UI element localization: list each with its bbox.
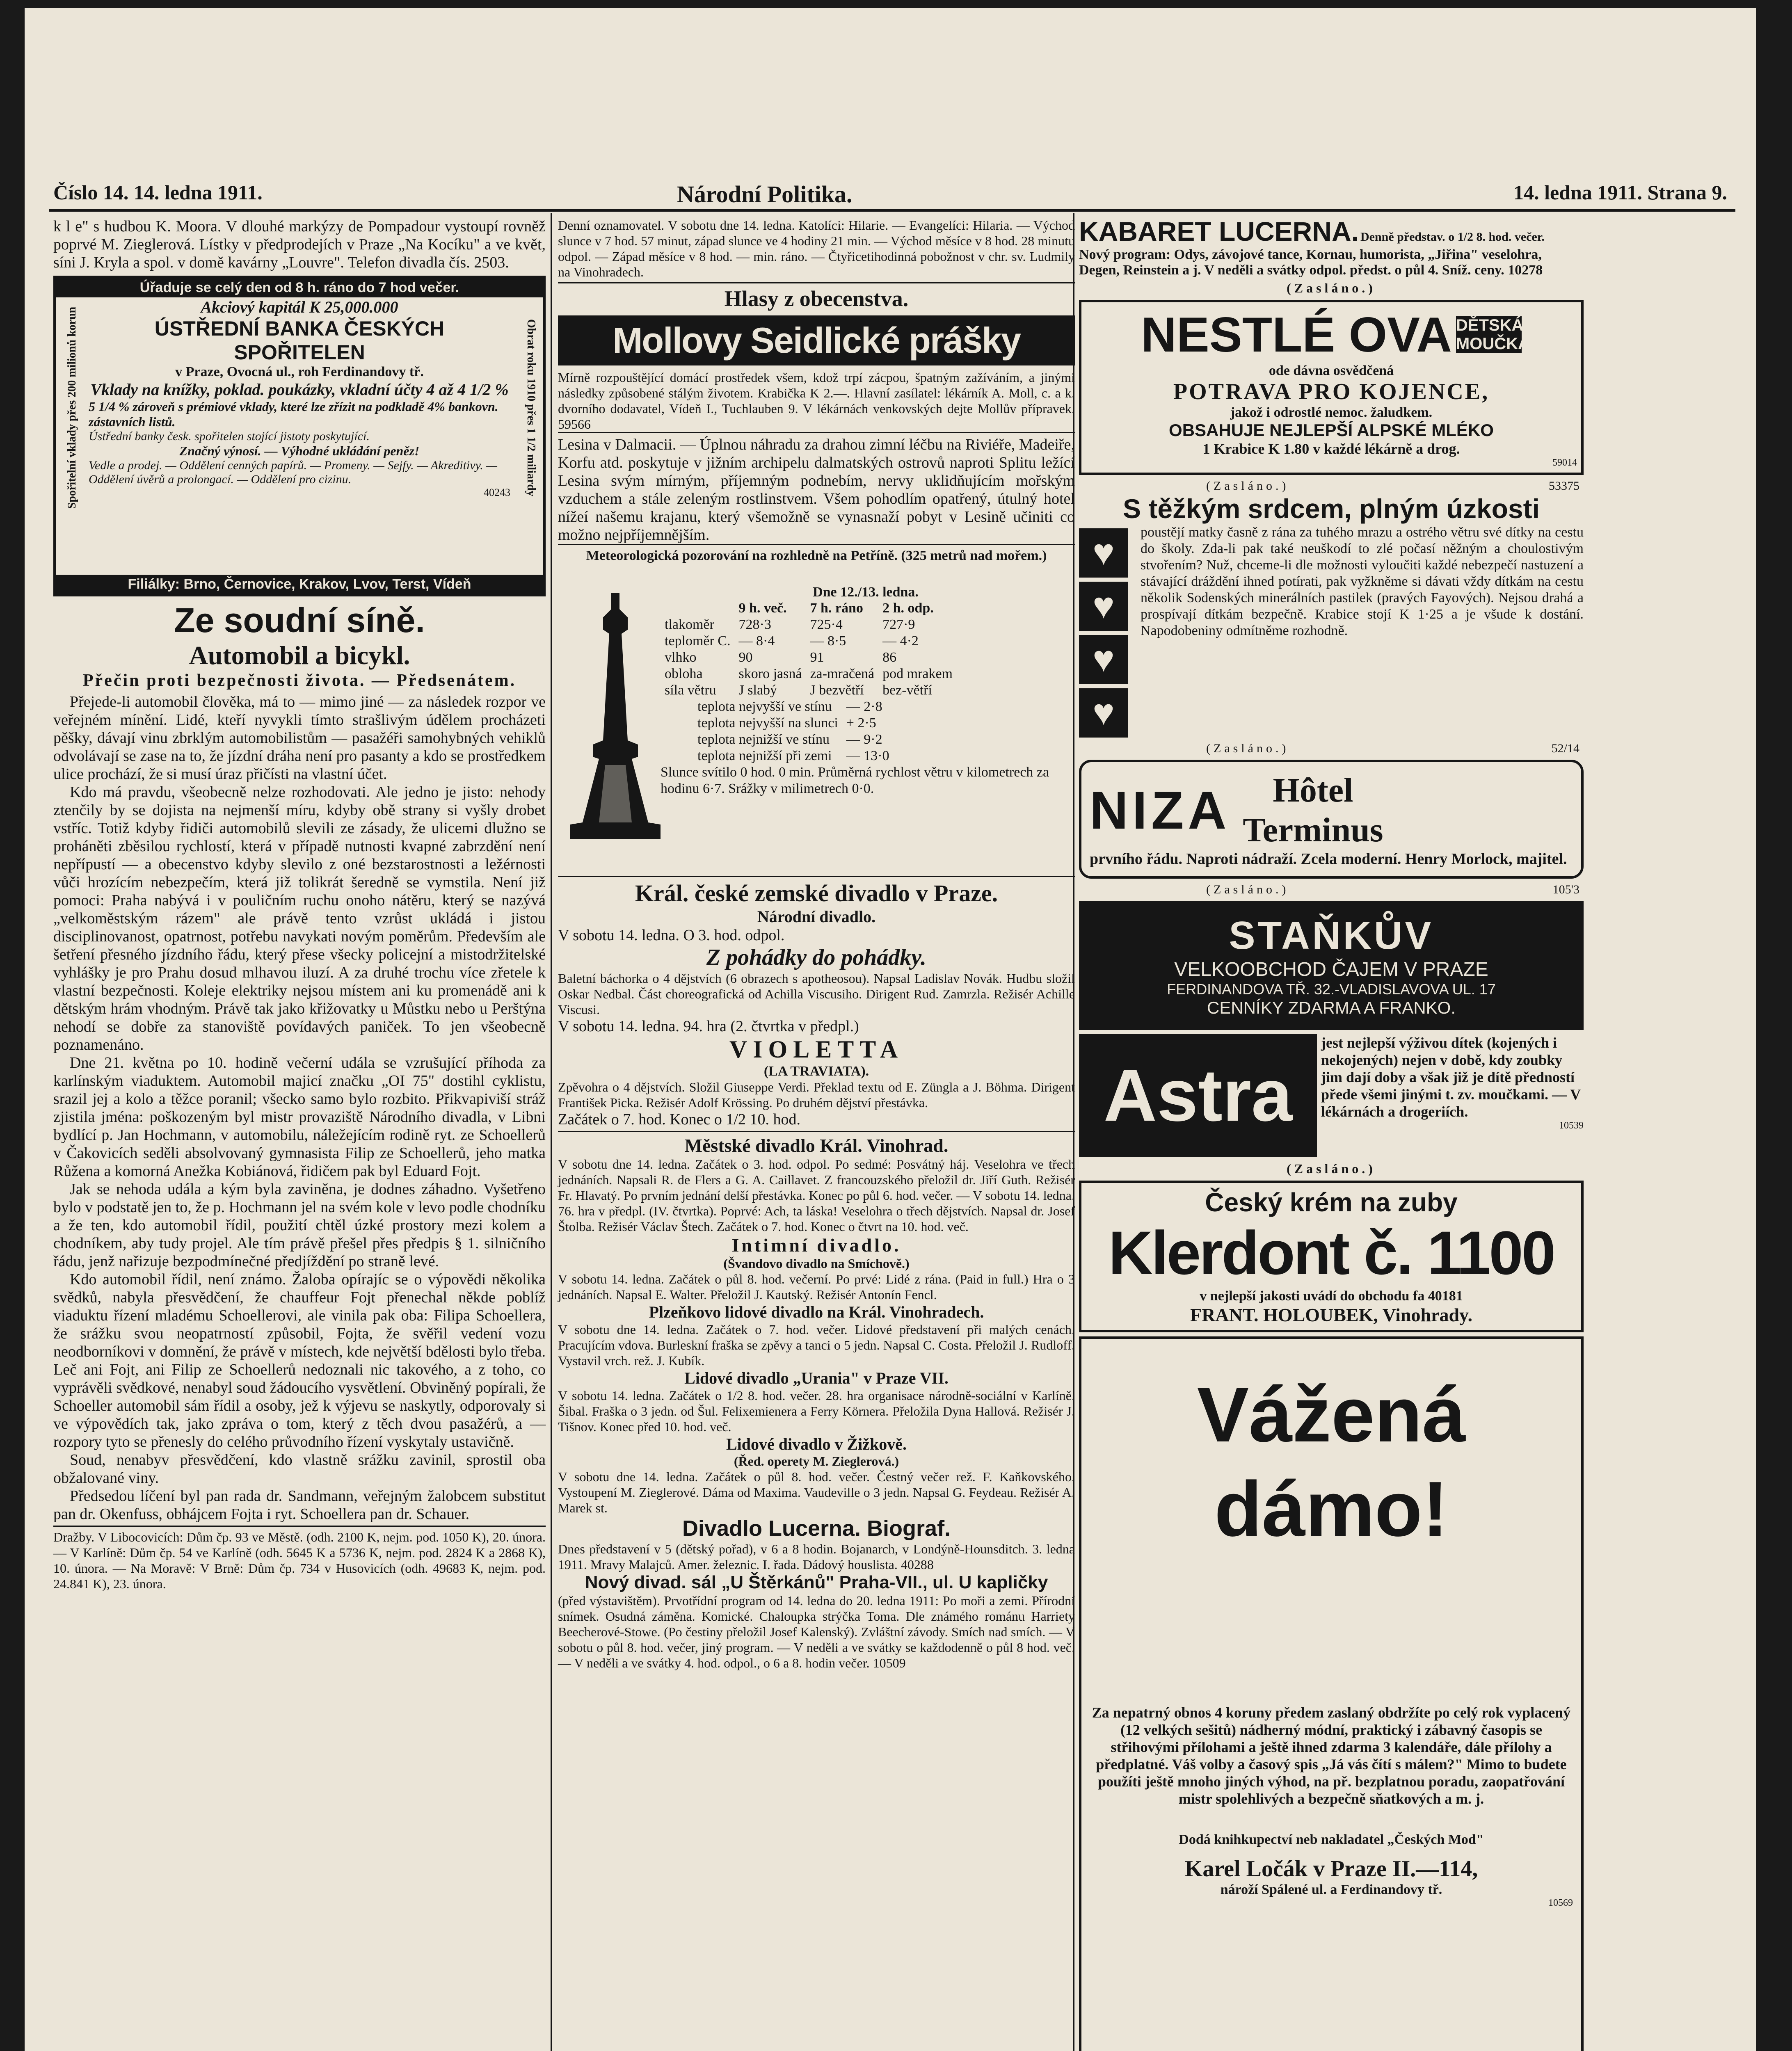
meteo-col-header: 9 h. več. (738, 601, 787, 616)
article-paragraph: Soud, nenabyv přesvědčení, kdo vlastně srážku zavinil, sprostil oba obžalované viny. (53, 1451, 546, 1487)
bank-note: Ústřední banky česk. spořitelen stojící jistoty poskytující. (89, 429, 370, 443)
bank-address: v Praze, Ovocná ul., roh Ferdinandovy tř. (175, 364, 424, 379)
theater-subname: (Švandovo divadlo na Smíchově.) (723, 1256, 910, 1271)
divider (558, 876, 1075, 877)
hotel-description: prvního řádu. Naproti nádraží. Zcela moderní. Henry Morlock, majitel. (1090, 850, 1567, 868)
moll-advert-banner: Mollovy Seidlické prášky (558, 315, 1075, 365)
cabaret-program: Nový program: Odys, závojové tance, Kornau, humorista, „Jiřina" veselohra, Degen, Reinstein a j. V neděli a svátky odpol. předst. o půl 4. Sníž. ceny. 10278 (1079, 247, 1543, 278)
astra-code: 10539 (1559, 1120, 1584, 1131)
theater-note: k l e" s hudbou K. Moora. V dlouhé markýzy de Pompadour vystoupí rovněž poprvé M. Zieglerová. Lístky v předprodejích v Praze „Na Kocíku" a ve květ, síni J. Kryla a spol. v domě kavárny „Louvre". Telefon divadla čís. 2503. (53, 218, 546, 271)
heart-advert-text: poustějí matky časně z rána za tuhého mrazu a ostrého větru své dítky na cestu do školy. Zda-li pak také neuškodí to zlé počasí něžným a choulostivým stvořením? Nuž, chceme-li dle možnosti vyloučiti každé nebezpečí nastuzení a stávající dráždění ihned potírati, pak vyžkněme si dávati vždy dítkám na cestu několik Sodenských minerálních pastilek (pravých Fayových). Nejsou drahá a prospívají dítkám bezpečně. Krabice stojí K 1·25 a je všude k dostání. Napodobeniny odmítněme rozhodně. (1141, 525, 1584, 638)
bank-services: Vedle a prodej. — Oddělení cenných papírů. — Promeny. — Sejfy. — Akreditivy. — Oddělení úvěrů a prolongací. — Oddělení pro cizinu. (89, 459, 497, 486)
national-theater: Národní divadlo. (757, 907, 876, 926)
cabaret-name: KABARET LUCERNA. (1079, 216, 1359, 247)
bank-note-2: Značný výnosí. — Výhodné ukládání peněz! (179, 443, 420, 458)
nestle-brand: NESTLÉ OVA (1141, 307, 1452, 362)
theater-program: V sobotu 14. ledna. Začátek o 1/2 8. hod. večer. 28. hra organisace národně-sociální v Karlíně. Šibal. Fraška o 3 jedn. od Šul. Felixemienera a Ferry Körnera. Přeložila Dyna Hallová. Režisér J. Tišnov. Konec před 10. hod. več. (558, 1388, 1075, 1434)
article-paragraph: Kdo automobil řídil, není známo. Žaloba opírajíc se o výpovědi několika svědků, nabyla přesvědčení, že chauffeur Fojt přenechal někde poblíž viaduktu řízení mladému Schoellerovi, ale vinila pak oba: Filipa Schoellera, že srážku svou neopatrností způsobil, Fojta, že svěřil vedení vozu neodborníkovi v domnění, že právě v místech, kde největší bdělosti bylo třeba. Leč ani Fojt, ani Filip ze Schoellerů nedoznali nic takového, a z toho, co vyprávěli svědkové, nenabyl soud žádoucího vysvětlení. Obviněný popírali, že Schoeller automobil sám řídil a osoby, jež k výjevu se naskytly, odporovaly si ve výpovědích tak, jako zpráva o tom, který z těch dvou pasažérů, a — rozpory tyto se přenesly do celého průvodního řízení vyskytaly ustavičně. (53, 1271, 546, 1450)
fashion-publisher: Karel Ločák v Praze II.—114, (1184, 1856, 1478, 1882)
niza-name: NIZA (1090, 780, 1231, 840)
paid-notice-label: (Zasláno.) (1206, 742, 1289, 755)
meteo-extremes (693, 699, 894, 764)
column-1 (49, 213, 550, 2051)
fashion-code: 10569 (1548, 1898, 1573, 1908)
nestle-line: jakož i odrostlé nemoc. žaludkem. (1230, 405, 1433, 420)
klerdont-brand: Klerdont č. 1100 (1108, 1218, 1554, 1287)
article-paragraph: Jak se nehoda udála a kým byla zaviněna, je dodnes záhadno. Vyšetřeno bylo v podstatě jen to, že p. Hochmann jel na svém kole v levo podle chodníku a že ten, kdo automobil řídil, použití chtěl úzké prostory mezi kolem a chodníkem, aby tudy projel. Ale tím právě přešel přes předpis § 1. silničního řádu, jenž nařizuje bezpodmínečné předjíždění po straně levé. (53, 1181, 546, 1270)
stanek-line: CENNÍKY ZDARMA A FRANKO. (1207, 998, 1456, 1017)
table-row: teplota nejnižší při zemi — 13·0 (697, 748, 889, 763)
paid-notice-label: (Zasláno.) (1287, 1161, 1376, 1176)
meteo-col-header: 2 h. odp. (882, 601, 934, 616)
show-title: Z pohádky do pohádky. (706, 945, 927, 970)
nestle-line: OBSAHUJE NEJLEPŠÍ ALPSKÉ MLÉKO (1169, 420, 1494, 440)
show-subtitle: (LA TRAVIATA). (763, 1064, 869, 1079)
divider (53, 1526, 546, 1527)
notice-code: 52/14 (1551, 742, 1579, 755)
column-2 (554, 213, 1079, 2051)
cabaret-advert (1079, 216, 1584, 278)
table-row: teploměr C. — 8·4 — 8·5 — 4·2 (665, 633, 919, 649)
theater-name: Plzeňkovo lidové divadlo na Král. Vinohradech. (649, 1303, 984, 1321)
show-time: Začátek o 7. hod. Konec o 1/2 10. hod. (558, 1111, 800, 1128)
paid-notice-row (1083, 883, 1579, 897)
show-description: Zpěvohra o 4 dějstvích. Složil Giuseppe Verdi. Překlad textu od E. Züngla a J. Böhma. Dirigent František Picka. Režisér Adolf Krössing. Po druhém dějství přestávka. (558, 1080, 1075, 1110)
theater-program: (před výstavištěm). Prvotřídní program od 14. ledna do 20. ledna 1911: Po moři a zemi. Přírodní snímek. Osudná záměna. Komické. Chaloupka strýčka Toma. Dle známého románu Harriety Beecherové-Stowe. (Po čestiny přeložil Josef Kalenský). Zvláštní závody. Smích nad smích. — V sobotu o půl 8. hod. večer, jiný program. — V neděli a ve svátky se každodenně o půl 8 hod. več. — V neděli a ve svátky 4. hod. odpol., o 6 a 8. hodin večer. 10509 (558, 1593, 1075, 1670)
nestle-product: DĚTSKÁ MOUČKA (1456, 316, 1530, 353)
bank-hours: Úřaduje se celý den od 8 h. ráno do 7 hod večer. (56, 278, 543, 297)
divider (558, 544, 1075, 545)
bank-branches: Filiálky: Brno, Černovice, Krakov, Lvov, Terst, Vídeň (56, 575, 543, 594)
theater-program: V sobotu 14. ledna. Začátek o půl 8. hod. večerní. Po prvé: Lidé z rána. (Paid in full.) Hra o 3 jednáních. Napsal E. Walter. Přeložil J. Kautský. Režisér Antonín Fencl. (558, 1272, 1075, 1302)
page-number: 14. ledna 1911. Strana 9. (1513, 181, 1727, 204)
bank-code: 40243 (484, 486, 510, 498)
fashion-advert (1079, 1336, 1584, 2051)
moll-advert-text: Mírně rozpouštějící domácí prostředek všem, kdož trpí zácpou, špatným zažíváním, a jinými následky způsobené stálým životem. Krabička K 2.—. Hlavní zasílatel: lékárník A. Moll, c. a k. dvorního dodavatel, Vídeň I., Tuchlauben 9. V lékárnách venkovských dejte Mollův přípravek. 59566 (558, 370, 1075, 432)
theater-name: Nový divad. sál „U Štěrkánů" Praha-VII., ul. U kapličky (585, 1572, 1048, 1592)
show-time: V sobotu 14. ledna. O 3. hod. odpol. (558, 927, 785, 944)
hotel-name: Terminus (1243, 811, 1383, 849)
heart-advert (1079, 524, 1584, 742)
nestle-advert (1079, 300, 1584, 475)
astra-brand: Astra (1079, 1034, 1317, 1157)
astra-advert (1079, 1034, 1584, 1157)
nestle-code: 59014 (1552, 457, 1577, 468)
klerdont-advert (1079, 1181, 1584, 1332)
bank-premium: 5 1/4 % zároveň s prémiové vklady, které lze zřízit na podkladě 4% bankovn. zástavních listů. (89, 399, 498, 429)
court-article-title: Automobil a bicykl. (189, 641, 410, 670)
theater-program: V sobotu dne 14. ledna. Začátek o půl 8. hod. večer. Čestný večer rež. F. Kaňkovského. Vystoupení M. Zieglerové. Dáma od Maxima. Vaudeville o 3 jedn. Napsal G. Feydeau. Režisér A. Marek st. (558, 1469, 1075, 1515)
meteo-summary: Slunce svítilo 0 hod. 0 min. Průměrná rychlost větru v kilometrech za hodinu 6·7. Srážky v milimetrech 0·0. (661, 765, 1049, 796)
fashion-line: nároží Spálené ul. a Ferdinandovy tř. (1220, 1882, 1442, 1897)
divider (558, 282, 1075, 283)
auction-notice: Dražby. V Libocovicích: Dům čp. 93 ve Městě. (odh. 2100 K, nejm. pod. 1050 K), 20. února. — V Karlíně: Dům čp. 54 ve Karlíně (odh. 5645 K a 5736 K, nejm. pod. 2824 K a 2868 K), 10. února. — Na Moravě: V Brně: Dům čp. 734 v Husovicích (odh. 49683 K, nejm. pod. 24.841 K), 23. února. (53, 1530, 546, 1591)
divider (558, 432, 1075, 433)
court-offence: Přečin proti bezpečnosti života. — Předsenátem. (82, 671, 517, 690)
table-row: tlakoměr 728·3 725·4 727·9 (665, 617, 915, 632)
notice-code: 53375 (1549, 479, 1579, 493)
table-row: obloha skoro jasná za-mračená pod mrakem (665, 666, 953, 681)
paid-notice-label: (Zasláno.) (1206, 883, 1289, 896)
meteo-table (661, 600, 957, 699)
bank-capital: Akciový kapitál K 25,000.000 (201, 298, 398, 316)
heart-icon: ♥ (1079, 688, 1128, 738)
nestle-line: ode dávna osvědčená (1269, 363, 1394, 378)
klerdont-line: v nejlepší jakosti uvádí do obchodu fa 40181 (1200, 1288, 1463, 1304)
divider (558, 1131, 1075, 1132)
newspaper-title: Národní Politika. (677, 181, 853, 208)
paid-notice-label: (Zasláno.) (1206, 479, 1289, 493)
column-rule-1 (551, 213, 552, 2051)
theater-section-title: Král. české zemské divadlo v Praze. (635, 880, 998, 907)
lesina-article: Lesina v Dalmacii. — Úplnou náhradu za drahou zimní léčbu na Riviéře, Madeiře, Korfu atd. poskytuje v jižním archipelu dalmatských ostrovů naproti Splitu ležící Lesina svým mírným, příjemným podnebím, nervy uklidňujícím mořským vzduchem a stále zeleným rostlinstvem. Všem pohodlím opatřený, útulný hotel nížeí našemu krajanu, který všemožně se vynasnaží pobyt v Lesině učiniti co možno nejpříjemnějším. (558, 436, 1075, 544)
fashion-title: Vážená dámo! (1197, 1371, 1466, 1553)
meteo-date: Dne 12./13. ledna. (813, 585, 919, 600)
theater-name: Městské divadlo Král. Vinohrad. (684, 1135, 949, 1156)
theater-subname: (Řed. operety M. Zieglerová.) (734, 1454, 899, 1469)
heart-icon: ♥ (1079, 635, 1128, 684)
heart-icon: ♥ (1079, 582, 1128, 631)
klerdont-line: Český krém na zuby (1205, 1188, 1458, 1217)
show-time: V sobotu 14. ledna. 94. hra (2. čtvrtka v předpl.) (558, 1018, 859, 1035)
nestle-line: POTRAVA PRO KOJENCE, (1173, 379, 1490, 404)
article-paragraph: Předsedou líčení byl pan rada dr. Sandmann, veřejným žalobcem substitut pan dr. Okenfuss, obhájcem Fojta i ryt. Schoellera pan dr. Schauer. (53, 1487, 546, 1523)
table-row: vlhko 90 91 86 (665, 650, 897, 665)
court-section-title: Ze soudní síně. (174, 601, 425, 640)
show-description: Baletní báchorka o 4 dějstvích (6 obrazech s apotheosou). Napsal Ladislav Novák. Hudbu složil Oskar Nedbal. Část choreografická od Achilla Viscusiho. Dirigent Rud. Zamrzla. Režisér Achille Viscusi. (558, 971, 1075, 1017)
klerdont-line: FRANT. HOLOUBEK, Vinohrady. (1190, 1304, 1472, 1325)
bank-advert (53, 276, 546, 596)
column-3 (1075, 213, 1588, 2051)
stanek-line: FERDINANDOVA TŘ. 32.-VLADISLAVOVA UL. 17 (1167, 981, 1496, 998)
hotel-word: Hôtel (1273, 771, 1353, 809)
theater-name: Lidové divadlo v Žižkově. (726, 1435, 907, 1453)
bank-deposits: Vklady na knížky, poklad. poukázky, vkladní účty 4 až 4 1/2 % (90, 380, 509, 399)
heart-advert-title: S těžkým srdcem, plným úzkosti (1122, 493, 1540, 524)
section-title-hlasy: Hlasy z obecenstva. (724, 286, 909, 311)
theater-name: Divadlo Lucerna. Biograf. (682, 1516, 951, 1541)
issue-number: Číslo 14. 14. ledna 1911. (53, 181, 263, 204)
bank-side-right: Obrat roku 1910 přes 1 1/2 miliardy (525, 319, 537, 496)
theater-program: V sobotu dne 14. ledna. Začátek o 7. hod. večer. Lidové představení při malých cenách. Pracujícím vdova. Burleskní fraška se zpěvy a tanci o 5 jedn. Napsal C. Costa. Přeložil J. Rudloff. Vystavil vrch. rež. J. Kubík. (558, 1322, 1075, 1368)
paid-notice-row (1083, 479, 1579, 493)
table-row: síla větru J slabý J bezvětří bez-větří (665, 683, 932, 698)
bank-name: ÚSTŘEDNÍ BANKA ČESKÝCH SPOŘITELEN (154, 317, 445, 364)
notice-code: 105'3 (1552, 883, 1579, 896)
niza-hotel-advert (1079, 760, 1584, 879)
theater-name: Intimní divadlo. (731, 1235, 901, 1256)
meteo-report (554, 548, 1079, 876)
table-row: teplota nejnižší ve stínu — 9·2 (697, 732, 882, 747)
fashion-line: Dodá knihkupectví neb nakladatel „Českých Mod" (1179, 1832, 1484, 1847)
daily-calendar: Denní oznamovatel. V sobotu dne 14. ledna. Katolíci: Hilarie. — Evangelíci: Hilaria. — Východ slunce v 7 hod. 57 minut, západ slunce ve 4 hodiny 21 min. — Východ měsíce v 8 hod. 28 minutu odpol. — Západ měsíce v 8 hod. — min. ráno. — Čtyřicetihodinná pobožnost v chr. sv. Ludmily na Vinohradech. (558, 218, 1075, 279)
article-paragraph: Kdo má pravdu, všeobecně nelze rozhodovati. Ale jedno je jisto: nehody ztenčily by se dojista na nejmenší míru, kdyby obě strany si vyšly drobet vstříc. Totiž kdyby řidiči automobilů slevili ze zásady, že ulicemi dlužno se proháněti zběsilou rychlostí, která v případě nutnosti kvapné zabrzdění není nepřípustí — a obecenstvo kdyby slevilo z oné bezstarostnosti a ležérnosti vůči hrozícím nebezpečím, která již tolikrát šeredně se vymstila. Není již pomoci: Praha nabývá i v pouličním ruchu onoho nátěru, který se nazývá „velkoměstským rázem" ale právě tento vzrůst ukládá i jistou disciplinovanost, opatrnost, potřebu navykati novým poměrům. Především ale šetření přesného jízdního řádu, který přese všecky policejní a mistodržitelské vyhlášky je pro Prahu dosud mlhavou iluzí. A za druhé trochu více zřetele k vlastní bezpečnosti. Koleje elektriky nejsou místem ani ku promenádě ani k dětským hrám vhodným. Právě tak jako křižovatky u Můstku nebo u Perštýna nehodí se dobře za stanoviště povídavých paniček. To jen všeobecně poznamenáno. (53, 783, 546, 1053)
article-paragraph: Dne 21. května po 10. hodině večerní udála se vzrušující příhoda za karlínským viaduktem. Automobil majicí značku „OI 75" dostihl cyklistu, srazil jej a kolo a těžce poranil; všecko samo bylo rozbito. Přikvapiviší stráž zjistila jména: poškozeným byl mistr provaziště Národního divadla, v Libni bydlící p. Jan Hochmann, v automobilu, náležejícím rodině ryt. ze Schoellerů v Čakovicích seděli absolvovaný gymnasista Filip ze Schoellerů, jeho matka Růžena a komorná Anežka Kobiánová, řidičem pak byl Eduard Fojt. (53, 1054, 546, 1180)
meteo-title: Meteorologická pozorování na rozhledně na Petříně. (325 metrů nad mořem.) (586, 548, 1047, 563)
theater-name: Lidové divadlo „Urania" v Praze VII. (684, 1369, 949, 1387)
paid-notice-label: (Zasláno.) (1287, 281, 1376, 295)
petrin-tower-icon (566, 593, 665, 847)
article-paragraph: Přejede-li automobil člověka, má to — mimo jiné — za následek rozpor ve veřejném mínění. Lidé, kteří nyvykli tímto strašlivým údělem procházeti pěšky, dávají vinu zbrklým automobilistům — pasažéři samohybných vehiklů odvolávají se zase na to, že jízdní dráha není pro pasanty a kdo se prostředkem ulice prochází, že si musí úraz přičísti na vlastní účet. (53, 693, 546, 783)
bank-side-left: Spořitelní vklady přes 200 milionů korun (66, 306, 78, 509)
table-row: teplota nejvyšší ve stínu — 2·8 (697, 699, 882, 714)
show-title: VIOLETTA (729, 1036, 904, 1063)
fashion-text: Za nepatrný obnos 4 koruny předem zaslaný obdržíte po celý rok vyplacený (12 velkých sešitů) nádherný módní, praktický i zábavný časopis se střihovými přílohami a ještě ihned zdarma 3 kalendáře, dále přílohy a předplatné. Váš volby a časový spis „Já vás čítí s málem?" Mimo to budete použíti ještě mnoho jiných výhod, na př. bezplatnou poradu, zaopatřování mistr spolehlivých a bezpečně sňatkových a m. j. (1092, 1704, 1571, 1807)
page-header (53, 180, 1727, 208)
meteo-col-header: 7 h. ráno (810, 601, 863, 616)
nestle-line: 1 Krabice K 1.80 v každé lékárně a drog. (1202, 441, 1460, 457)
heart-icons (1079, 524, 1141, 742)
stanek-brand: STAŇKŮV (1229, 914, 1434, 957)
header-rule (49, 209, 1735, 212)
paid-notice-row (1083, 742, 1579, 756)
stanek-line: VELKOOBCHOD ČAJEM V PRAZE (1174, 959, 1488, 980)
table-row: teplota nejvyšší na slunci + 2·5 (697, 715, 876, 731)
stanek-tea-advert (1079, 901, 1584, 1030)
heart-icon: ♥ (1079, 528, 1128, 578)
cabaret-hours: Denně představ. o 1/2 8. hod. večer. (1360, 230, 1545, 244)
theater-program: Dnes představení v 5 (dětský pořad), v 6 a 8 hodin. Bojanarch, v Londýně-Hounsditch. 3. ledna 1911. Mravy Malajců. Amer. železnic. I. řada. Dádový houslista. 40288 (558, 1542, 1075, 1572)
theater-program: V sobotu dne 14. ledna. Začátek o 3. hod. odpol. Po sedmé: Posvátný háj. Veselohra ve třech jednáních. Napsali R. de Flers a G. A. Caillavet. Z francouzského přeložil dr. Jiří Guth. Režisér Fr. Hlavatý. Po prvním jednání delší přestávka. Konec po půl 6. hod. večer. — V sobotu 14. ledna. 76. hra v předpl. (IV. čtvrtka). Poprvé: Ach, ta láska! Veselohra o třech dějstvích. Napsal dr. Josef Štolba. Režisér Václav Štech. Začátek o 7. hod. Konec o čtvrt na 10. hod. več. (558, 1157, 1075, 1234)
newspaper-page (25, 8, 1756, 2051)
astra-text: jest nejlepší výživou dítek (kojených i nekojených) nejen v době, kdy zoubky jim dají doby a však již je dítě předností přede všemi jinými t. zv. moučkami. — V lékárnách a drogeriích. (1321, 1035, 1581, 1120)
